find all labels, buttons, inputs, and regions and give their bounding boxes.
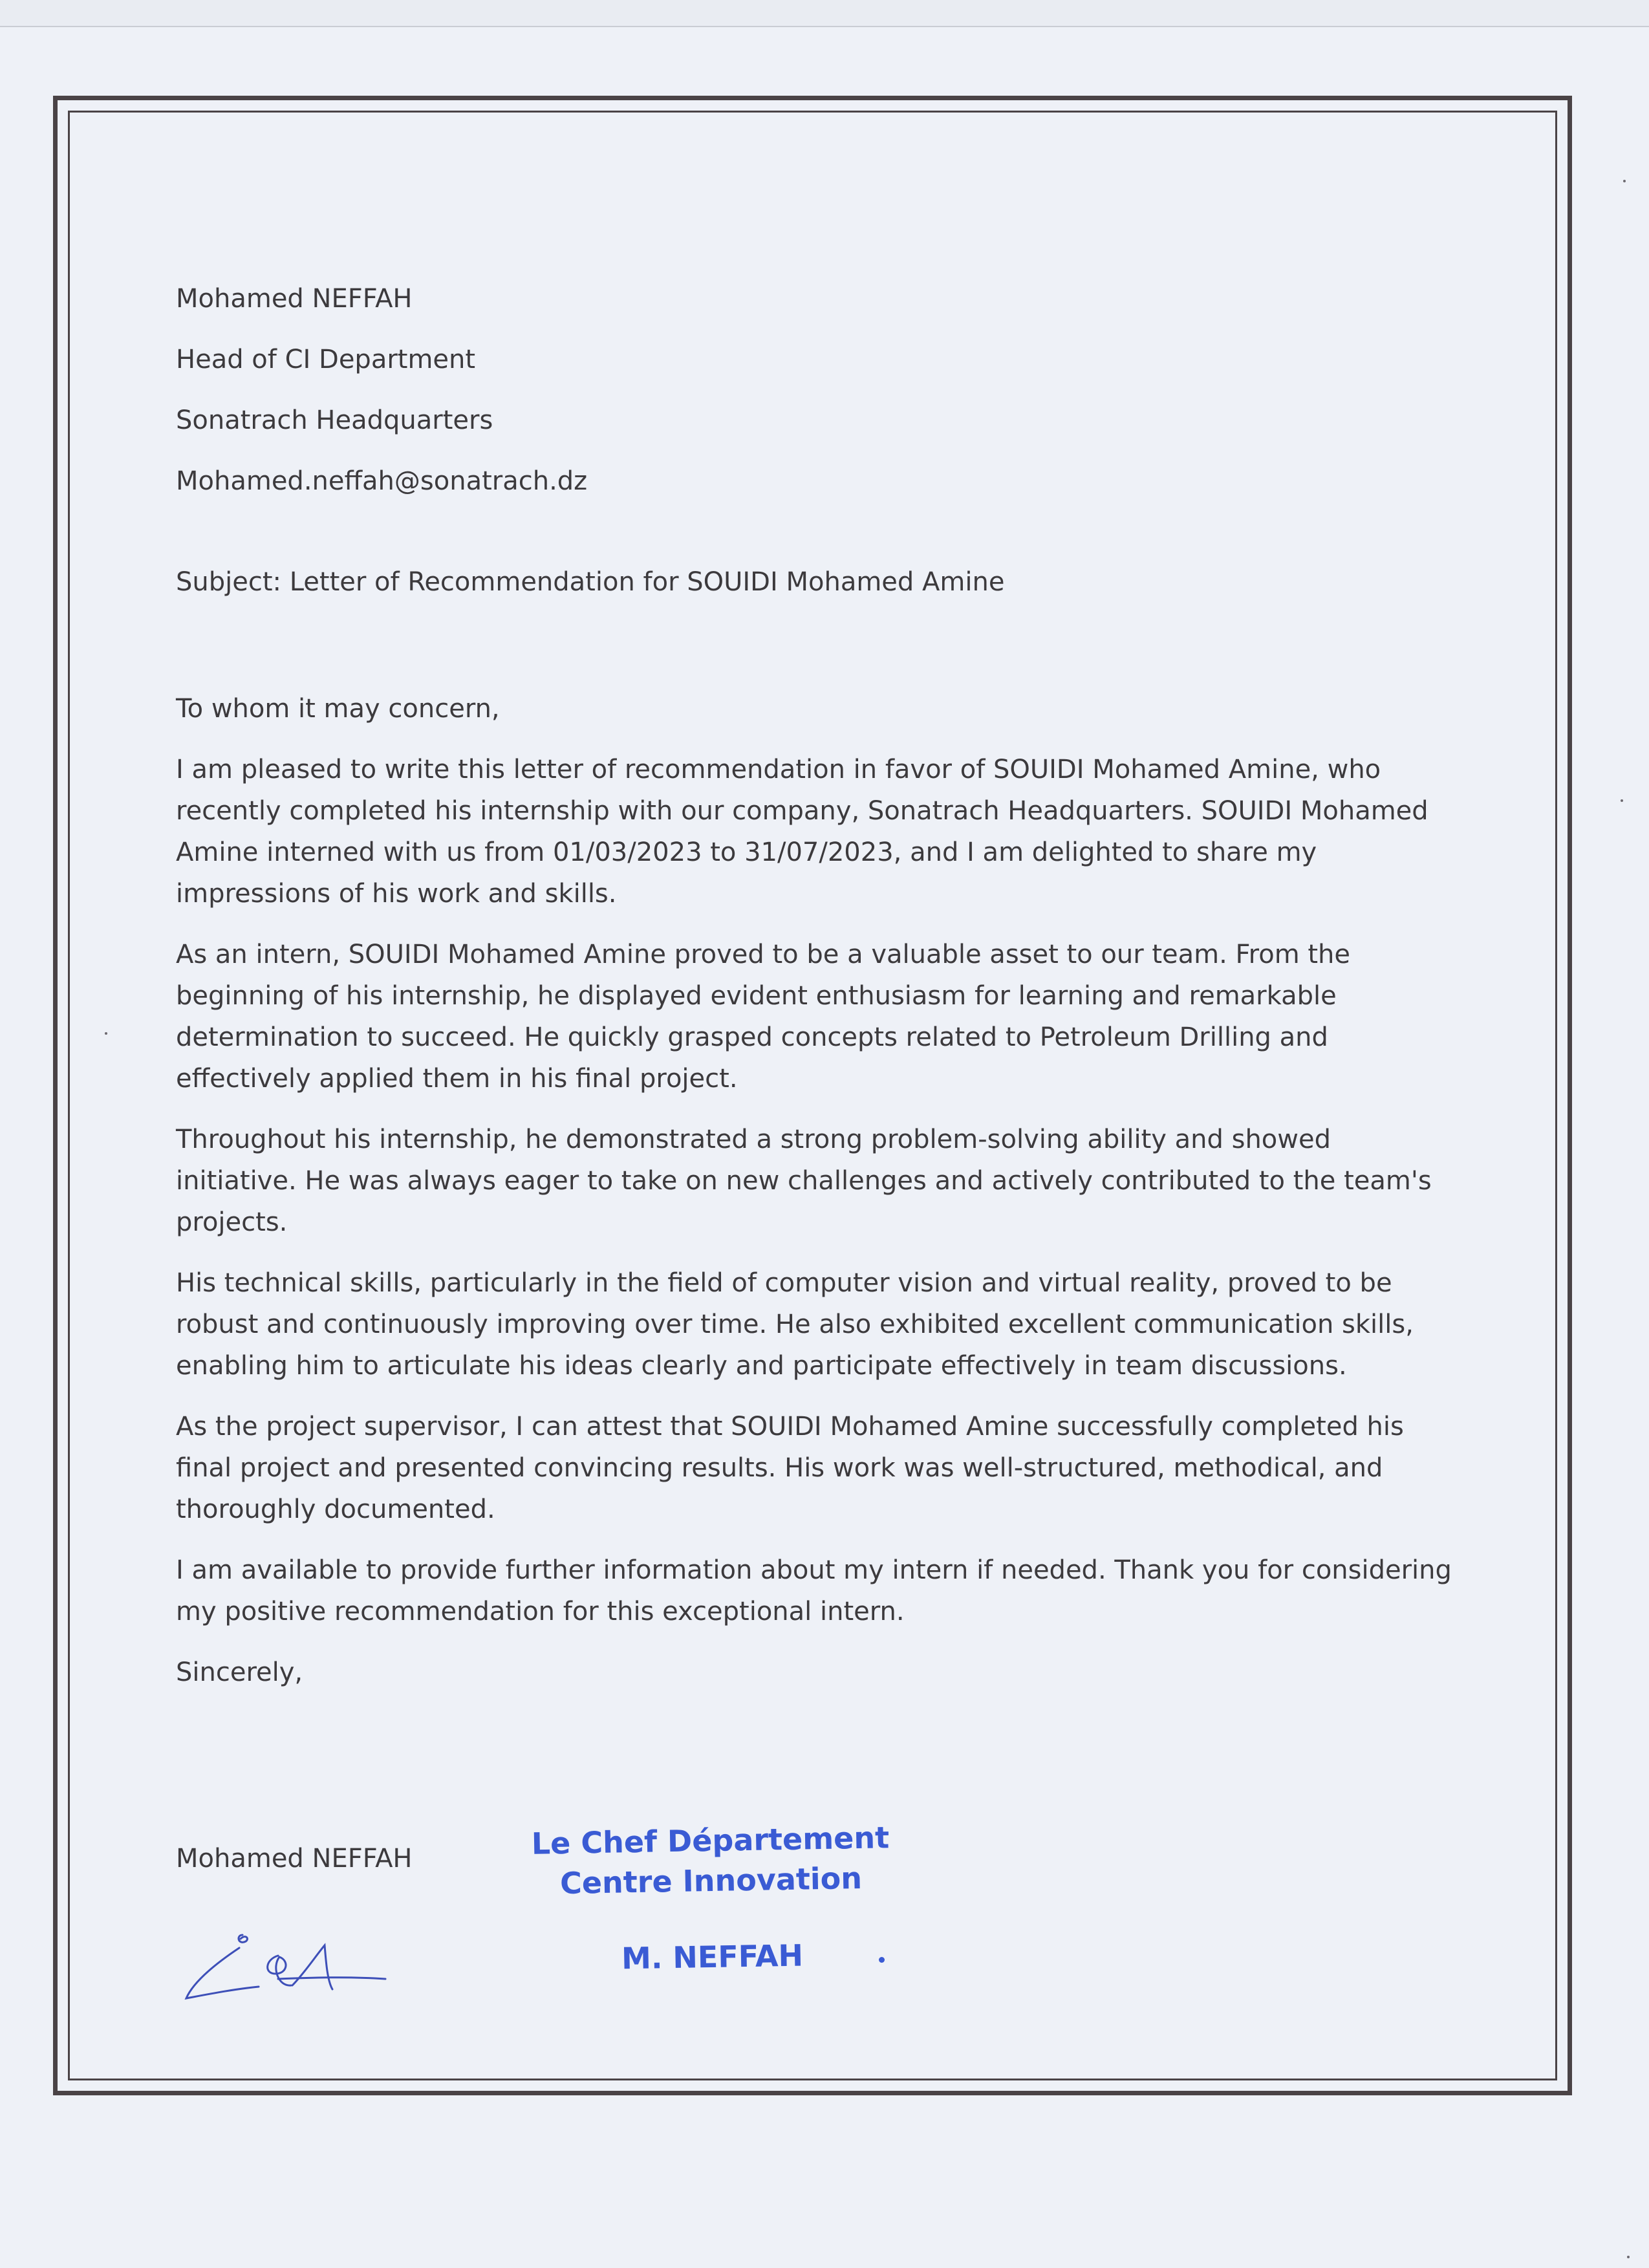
department-stamp bbox=[516, 1817, 907, 1980]
paragraph-project: As the project supervisor, I can attest that SOUIDI Mohamed Amine successfully completed his final project and presented convincing results. His work was well-structured, methodical, and thoroughly documented. bbox=[176, 1412, 1404, 1524]
scan-edge bbox=[0, 0, 1649, 27]
stamp-line-1: Le Chef Département bbox=[531, 1820, 890, 1861]
scan-speck bbox=[1627, 2256, 1630, 2258]
stamp-line-2: Centre Innovation bbox=[559, 1860, 863, 1901]
letter-subject: Subject: Letter of Recommendation for SOUIDI Mohamed Amine bbox=[176, 567, 1005, 597]
paragraph-availability: I am available to provide further information about my intern if needed. Thank you for considering my positive recommendation for this exceptional intern. bbox=[176, 1555, 1452, 1626]
sender-organization: Sonatrach Headquarters bbox=[176, 405, 493, 435]
sender-block bbox=[176, 278, 1456, 502]
salutation: To whom it may concern, bbox=[176, 694, 500, 724]
paragraph-technical-skills: His technical skills, particularly in the field of computer vision and virtual reality, proved to be robust and continuously improving over time. He also exhibited excellent communication skills, enabling him to articulate his ideas clearly and participate effectively in team discussions. bbox=[176, 1268, 1414, 1381]
scan-speck bbox=[105, 1032, 107, 1035]
sender-name: Mohamed NEFFAH bbox=[176, 284, 413, 314]
letter-body bbox=[176, 278, 1456, 1693]
handwritten-signature bbox=[181, 1922, 388, 2006]
closing: Sincerely, bbox=[176, 1658, 303, 1687]
sender-title: Head of CI Department bbox=[176, 345, 476, 374]
signer-name: Mohamed NEFFAH bbox=[176, 1844, 413, 1874]
scan-speck bbox=[1621, 799, 1623, 802]
stamp-dot bbox=[879, 1957, 885, 1963]
sender-email: Mohamed.neffah@sonatrach.dz bbox=[176, 466, 588, 496]
paragraph-asset: As an intern, SOUIDI Mohamed Amine proved to be a valuable asset to our team. From the beginning of his internship, he displayed evident enthusiasm for learning and remarkable determination to succeed. He quickly grasped concepts related to Petroleum Drilling and effectively applied them in his final project. bbox=[176, 940, 1351, 1094]
stamp-name: M. NEFFAH bbox=[621, 1938, 804, 1976]
paragraph-intro: I am pleased to write this letter of recommendation in favor of SOUIDI Mohamed Amine, who recently completed his internship with our company, Sonatrach Headquarters. SOUIDI Mohamed Amine interned with us from 01/03/2023 to 31/07/2023, and I am delighted to share my impressions of his work and skills. bbox=[176, 755, 1428, 909]
scan-speck bbox=[1623, 180, 1626, 182]
paragraph-problem-solving: Throughout his internship, he demonstrated a strong problem-solving ability and showed initiative. He was always eager to take on new challenges and actively contributed to the team's projects. bbox=[176, 1125, 1432, 1237]
